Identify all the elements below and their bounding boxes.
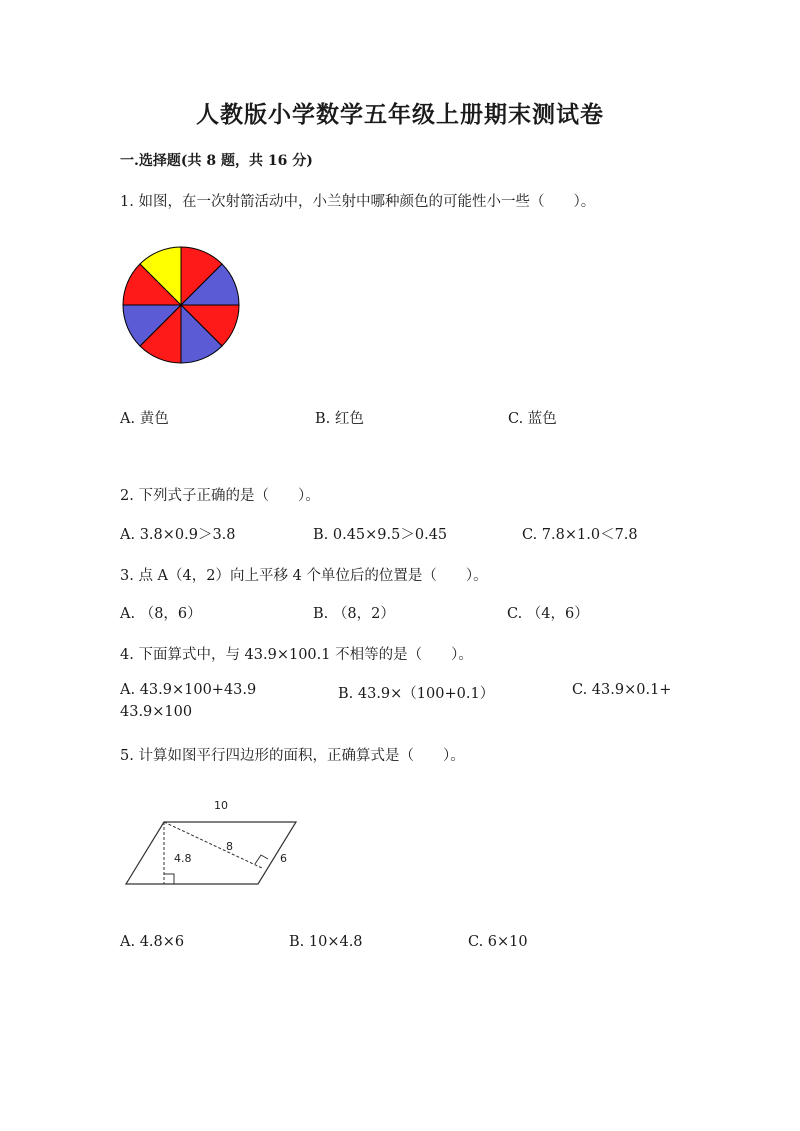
q5-option-a[interactable]: A. 4.8×6	[120, 934, 185, 950]
figure-label-height: 4.8	[174, 852, 192, 865]
parallelogram-figure	[118, 792, 308, 892]
q1-option-a[interactable]: A. 黄色	[120, 411, 169, 427]
base-right-angle-mark	[164, 874, 174, 884]
q1-option-b[interactable]: B. 红色	[315, 411, 364, 427]
target-wheel-figure	[118, 245, 246, 367]
q5-option-c[interactable]: C. 6×10	[468, 934, 528, 950]
q4-option-b[interactable]: B. 43.9×（100+0.1）	[338, 686, 495, 702]
q4-option-c[interactable]: C. 43.9×0.1+	[572, 682, 672, 698]
question-5-text: 5. 计算如图平行四边形的面积，正确算式是（ ）。	[120, 748, 465, 764]
q4-option-c-continued: 43.9×100	[120, 704, 193, 720]
q2-option-b[interactable]: B. 0.45×9.5＞0.45	[313, 527, 448, 543]
q1-option-c[interactable]: C. 蓝色	[508, 411, 557, 427]
section-heading: 一.选择题(共 8 题，共 16 分)	[120, 153, 313, 169]
page-title: 人教版小学数学五年级上册期末测试卷	[196, 101, 604, 128]
q2-option-a[interactable]: A. 3.8×0.9＞3.8	[120, 527, 236, 543]
question-2-text: 2. 下列式子正确的是（ ）。	[120, 488, 320, 504]
q5-option-b[interactable]: B. 10×4.8	[289, 934, 363, 950]
side-right-angle-mark	[255, 855, 268, 864]
q2-option-c[interactable]: C. 7.8×1.0＜7.8	[522, 527, 638, 543]
q3-option-a[interactable]: A. （8，6）	[120, 606, 202, 622]
figure-label-diagonal: 8	[226, 840, 233, 853]
figure-label-side: 6	[280, 852, 287, 865]
q3-option-c[interactable]: C. （4，6）	[507, 606, 589, 622]
question-1-text: 1. 如图，在一次射箭活动中，小兰射中哪种颜色的可能性小一些（ ）。	[120, 194, 596, 210]
question-4-text: 4. 下面算式中，与 43.9×100.1 不相等的是（ ）。	[120, 647, 473, 663]
q3-option-b[interactable]: B. （8，2）	[313, 606, 395, 622]
q4-option-a[interactable]: A. 43.9×100+43.9	[120, 682, 257, 698]
parallelogram-shape	[126, 822, 296, 884]
question-3-text: 3. 点 A（4，2）向上平移 4 个单位后的位置是（ ）。	[120, 568, 488, 584]
figure-label-top: 10	[214, 799, 228, 812]
